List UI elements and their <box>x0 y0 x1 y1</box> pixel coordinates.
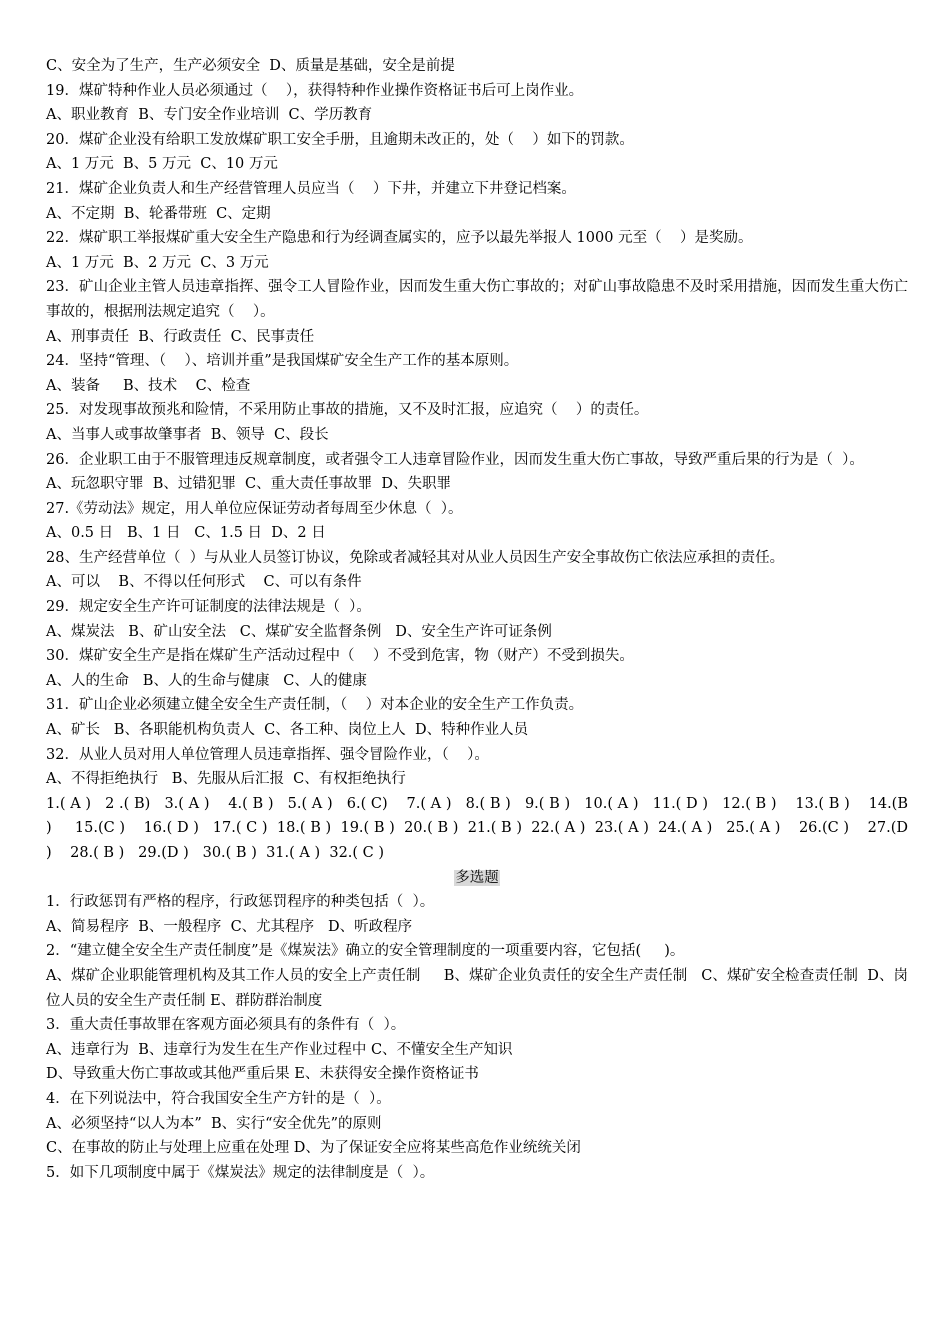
options-30: A、人的生命 B、人的生命与健康 C、人的健康 <box>46 672 367 689</box>
multi-options-3a: A、违章行为 B、违章行为发生在生产作业过程中 C、不懂安全生产知识 <box>46 1041 513 1058</box>
section-heading <box>46 866 908 891</box>
options-31: A、矿长 B、各职能机构负责人 C、各工种、岗位上人 D、特种作业人员 <box>46 722 529 739</box>
multi-question-2: 2．“建立健全安全生产责任制度”是《煤炭法》确立的安全管理制度的一项重要内容，它包括( )。 <box>46 943 685 960</box>
section-heading-label: 多选题 <box>455 869 499 886</box>
multi-options-4b: C、在事故的防止与处理上应重在处理 D、为了保证安全应将某些高危作业统统关闭 <box>46 1140 581 1157</box>
text-line: C、安全为了生产，生产必须安全 D、质量是基础，安全是前提 <box>46 58 455 74</box>
question-19: 19．煤矿特种作业人员必须通过（ ），获得特种作业操作资格证书后可上岗作业。 <box>46 82 584 99</box>
multi-options-4a: A、必须坚持“以人为本” B、实行“安全优先”的原则 <box>46 1115 382 1132</box>
options-23: A、刑事责任 B、行政责任 C、民事责任 <box>46 328 315 345</box>
multi-question-4: 4．在下列说法中，符合我国安全生产方针的是（ ）。 <box>46 1090 391 1107</box>
question-24: 24．坚持“管理、（ ）、培训并重”是我国煤矿安全生产工作的基本原则。 <box>46 353 519 370</box>
multi-question-1: 1．行政惩罚有严格的程序，行政惩罚程序的种类包括（ ）。 <box>46 894 435 911</box>
multi-options-3b: D、导致重大伤亡事故或其他严重后果 E、未获得安全操作资格证书 <box>46 1066 479 1083</box>
answer-key: 1.( A ) 2 .( B) 3.( A ) 4.( B ) 5.( A ) 6.( C) 7.( A ) 8.( B ) 9.( B ) 10.( A ) 11.( D ) 12.( B ) 13.( B ) 14.(B ) 15.(C ) 16.( D ) 17.( C ) 18.( B ) 19.( B ) 20.( B ) 21.( B ) 22.( A ) 23.( A ) 24.( A ) 25.( A ) 26.(C ) 27.(D ) 28.( B ) 29.(D ) 30.( B ) 31.( A ) 32.( C ) <box>46 795 913 861</box>
options-19: A、职业教育 B、专门安全作业培训 C、学历教育 <box>46 107 373 124</box>
question-29: 29．规定安全生产许可证制度的法律法规是（ ）。 <box>46 599 371 616</box>
multi-question-5: 5．如下几项制度中属于《煤炭法》规定的法律制度是（ ）。 <box>46 1164 435 1181</box>
options-27: A、0.5 日 B、1 日 C、1.5 日 D、2 日 <box>46 525 326 542</box>
question-23: 23．矿山企业主管人员违章指挥、强令工人冒险作业，因而发生重大伤亡事故的；对矿山事故隐患不及时采用措施，因而发生重大伤亡事故的，根据刑法规定追究（ ）。 <box>46 279 908 320</box>
multi-options-1: A、简易程序 B、一般程序 C、尤其程序 D、听政程序 <box>46 918 413 935</box>
options-28: A、可以 B、不得以任何形式 C、可以有条件 <box>46 574 362 591</box>
question-21: 21．煤矿企业负责人和生产经营管理人员应当（ ）下井，并建立下井登记档案。 <box>46 180 576 197</box>
options-22: A、1 万元 B、2 万元 C、3 万元 <box>46 254 269 271</box>
multi-question-3: 3．重大责任事故罪在客观方面必须具有的条件有（ ）。 <box>46 1017 406 1034</box>
question-32: 32．从业人员对用人单位管理人员违章指挥、强令冒险作业，（ ）。 <box>46 746 489 763</box>
options-24: A、装备 B、技术 C、检查 <box>46 377 251 394</box>
question-25: 25．对发现事故预兆和险情，不采用防止事故的措施，又不及时汇报，应追究（ ）的责任。 <box>46 402 649 419</box>
options-26: A、玩忽职守罪 B、过错犯罪 C、重大责任事故罪 D、失职罪 <box>46 476 451 493</box>
options-29: A、煤炭法 B、矿山安全法 C、煤矿安全监督条例 D、安全生产许可证条例 <box>46 623 552 640</box>
question-27: 27.《劳动法》规定，用人单位应保证劳动者每周至少休息（ ）。 <box>46 500 463 517</box>
question-31: 31．矿山企业必须建立健全安全生产责任制，（ ）对本企业的安全生产工作负责。 <box>46 697 584 714</box>
options-32: A、不得拒绝执行 B、先服从后汇报 C、有权拒绝执行 <box>46 771 406 788</box>
options-21: A、不定期 B、轮番带班 C、定期 <box>46 205 271 222</box>
question-28: 28、生产经营单位（ ）与从业人员签订协议，免除或者减轻其对从业人员因生产安全事故伤亡依法应承担的责任。 <box>46 549 785 566</box>
question-20: 20．煤矿企业没有给职工发放煤矿职工安全手册，且逾期未改正的，处（ ）如下的罚款。 <box>46 131 634 148</box>
question-26: 26．企业职工由于不服管理违反规章制度，或者强令工人违章冒险作业，因而发生重大伤亡事故，导致严重后果的行为是（ ）。 <box>46 451 864 468</box>
question-30: 30．煤矿安全生产是指在煤矿生产活动过程中（ ）不受到危害，物（财产）不受到损失。 <box>46 648 634 665</box>
options-20: A、1 万元 B、5 万元 C、10 万元 <box>46 156 278 173</box>
options-25: A、当事人或事故肇事者 B、领导 C、段长 <box>46 426 329 443</box>
question-22: 22．煤矿职工举报煤矿重大安全生产隐患和行为经调查属实的，应予以最先举报人 1000 元至（ ）是奖励。 <box>46 230 753 247</box>
document-body <box>46 54 913 1185</box>
multi-options-2: A、煤矿企业职能管理机构及其工作人员的安全上产责任制 B、煤矿企业负责任的安全生产责任制 C、煤矿安全检查责任制 D、岗位人员的安全生产责任制 E、群防群治制度 <box>46 967 908 1009</box>
